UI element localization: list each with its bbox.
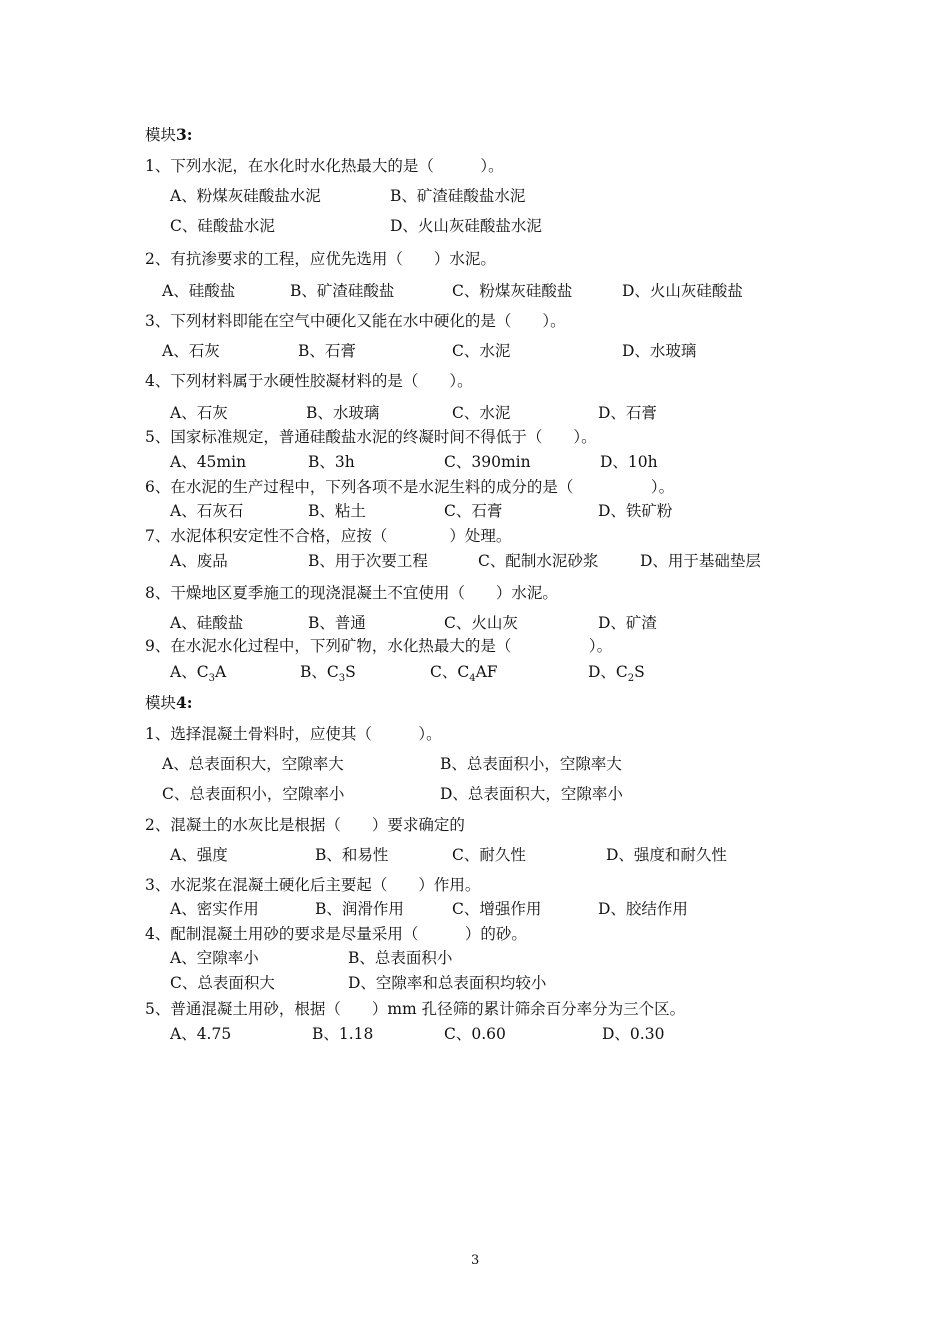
module-3-title: 模块	[145, 126, 177, 144]
m4-q5-option-c: C、0.60	[444, 1025, 506, 1043]
m3-q9-option-d-tail: S	[634, 663, 645, 681]
m3-q9-option-c-tail: AF	[475, 663, 498, 681]
m3-q1-option-a: A、粉煤灰硅酸盐水泥	[170, 187, 321, 205]
m3-q1-option-c: C、硅酸盐水泥	[170, 217, 275, 235]
m3-q6-option-a: A、石灰石	[170, 502, 244, 520]
m3-q8-option-c: C、火山灰	[444, 614, 518, 632]
m4-q3-option-d: D、胶结作用	[598, 900, 688, 918]
m3-q9-option-b-label: B、C	[300, 663, 339, 681]
module-3-heading	[145, 126, 193, 144]
m3-q8-option-a: A、硅酸盐	[170, 614, 244, 632]
m3-q4-option-a: A、石灰	[170, 404, 228, 422]
m3-q7-option-a: A、废品	[170, 552, 228, 570]
m3-q2: 2、有抗渗要求的工程，应优先选用（ ）水泥。	[145, 250, 496, 268]
m4-q2-option-d: D、强度和耐久性	[606, 846, 727, 864]
m4-q1: 1、选择混凝土骨料时，应使其（ ）。	[145, 725, 442, 743]
module-4-heading	[145, 694, 193, 712]
m3-q5: 5、国家标准规定，普通硅酸盐水泥的终凝时间不得低于（ ）。	[145, 428, 597, 446]
m3-q6-option-c: C、石膏	[444, 502, 503, 520]
m3-q8: 8、干燥地区夏季施工的现浇混凝土不宜使用（ ）水泥。	[145, 584, 558, 602]
m3-q9-option-b-tail: S	[345, 663, 356, 681]
m3-q3-option-a: A、石灰	[162, 342, 220, 360]
m4-q3: 3、水泥浆在混凝土硬化后主要起（ ）作用。	[145, 876, 481, 894]
m4-q3-option-c: C、增强作用	[452, 900, 542, 918]
m3-q5-option-c: C、390min	[444, 453, 531, 471]
m3-q9-option-c-label: C、C	[430, 663, 470, 681]
m4-q5-option-b: B、1.18	[312, 1025, 374, 1043]
m3-q8-option-d: D、矿渣	[598, 614, 657, 632]
m3-q6-option-b: B、粘土	[308, 502, 366, 520]
m4-q5-option-a: A、4.75	[170, 1025, 232, 1043]
m4-q1-option-a: A、总表面积大，空隙率大	[162, 755, 344, 773]
m4-q3-option-b: B、润滑作用	[315, 900, 404, 918]
m3-q2-option-d: D、火山灰硅酸盐	[622, 282, 743, 300]
m3-q9-option-a-tail: A	[214, 663, 227, 681]
m3-q4-option-d: D、石膏	[598, 404, 657, 422]
m3-q5-option-b: B、3h	[308, 453, 355, 471]
m4-q1-option-b: B、总表面积小，空隙率大	[440, 755, 622, 773]
m3-q3-option-b: B、石膏	[298, 342, 356, 360]
m3-q2-option-b: B、矿渣硅酸盐	[290, 282, 395, 300]
m3-q9-option-b	[300, 663, 356, 684]
m4-q1-option-c: C、总表面积小，空隙率小	[162, 785, 345, 803]
m3-q1-option-d: D、火山灰硅酸盐水泥	[390, 217, 542, 235]
m3-q7-option-b: B、用于次要工程	[308, 552, 428, 570]
m4-q5: 5、普通混凝土用砂，根据（ ）mm 孔径筛的累计筛余百分率分为三个区。	[145, 1000, 686, 1018]
m3-q3-option-c: C、水泥	[452, 342, 511, 360]
m3-q5-option-a: A、45min	[170, 453, 247, 471]
m3-q2-option-a: A、硅酸盐	[162, 282, 236, 300]
m3-q6: 6、在水泥的生产过程中，下列各项不是水泥生料的成分的是（ ）。	[145, 478, 675, 496]
m4-q4-option-c: C、总表面积大	[170, 974, 275, 992]
m3-q9-option-d-subscript: 2	[627, 673, 635, 684]
m3-q9-option-c-subscript: 4	[469, 673, 476, 684]
m4-q4-option-a: A、空隙率小	[170, 949, 259, 967]
module-3-number: 3:	[176, 125, 193, 144]
m3-q9-option-c	[430, 663, 498, 684]
m3-q7-option-d: D、用于基础垫层	[640, 552, 761, 570]
m3-q4-option-c: C、水泥	[452, 404, 511, 422]
m4-q2-option-c: C、耐久性	[452, 846, 526, 864]
m3-q3: 3、下列材料即能在空气中硬化又能在水中硬化的是（ ）。	[145, 312, 566, 330]
m3-q4-option-b: B、水玻璃	[306, 404, 380, 422]
m3-q1-option-b: B、矿渣硅酸盐水泥	[390, 187, 526, 205]
m3-q6-option-d: D、铁矿粉	[598, 502, 673, 520]
m4-q1-option-d: D、总表面积大，空隙率小	[440, 785, 623, 803]
m4-q4-option-d: D、空隙率和总表面积均较小	[348, 974, 547, 992]
m3-q9-option-a-label: A、C	[170, 663, 209, 681]
m3-q9: 9、在水泥水化过程中，下列矿物，水化热最大的是（ ）。	[145, 637, 613, 655]
m3-q9-option-a	[170, 663, 227, 684]
m3-q3-option-d: D、水玻璃	[622, 342, 697, 360]
m3-q8-option-b: B、普通	[308, 614, 366, 632]
m3-q7: 7、水泥体积安定性不合格，应按（ ）处理。	[145, 527, 512, 545]
m3-q4: 4、下列材料属于水硬性胶凝材料的是（ ）。	[145, 372, 473, 390]
m3-q9-option-d-label: D、C	[588, 663, 628, 681]
m3-q9-option-a-subscript: 3	[208, 673, 215, 684]
m4-q2-option-a: A、强度	[170, 846, 228, 864]
m3-q5-option-d: D、10h	[600, 453, 658, 471]
m4-q2: 2、混凝土的水灰比是根据（ ）要求确定的	[145, 816, 465, 834]
m4-q3-option-a: A、密实作用	[170, 900, 259, 918]
page-number: 3	[471, 1253, 480, 1268]
m3-q7-option-c: C、配制水泥砂浆	[478, 552, 599, 570]
m3-q2-option-c: C、粉煤灰硅酸盐	[452, 282, 573, 300]
m3-q1: 1、下列水泥，在水化时水化热最大的是（ ）。	[145, 157, 504, 175]
module-4-title: 模块	[145, 694, 177, 712]
m4-q5-option-d: D、0.30	[602, 1025, 665, 1043]
module-4-number: 4:	[176, 693, 193, 712]
m4-q4: 4、配制混凝土用砂的要求是尽量采用（ ）的砂。	[145, 925, 527, 943]
m3-q9-option-b-subscript: 3	[338, 673, 346, 684]
m4-q4-option-b: B、总表面积小	[348, 949, 453, 967]
m4-q2-option-b: B、和易性	[315, 846, 389, 864]
m3-q9-option-d	[588, 663, 645, 684]
